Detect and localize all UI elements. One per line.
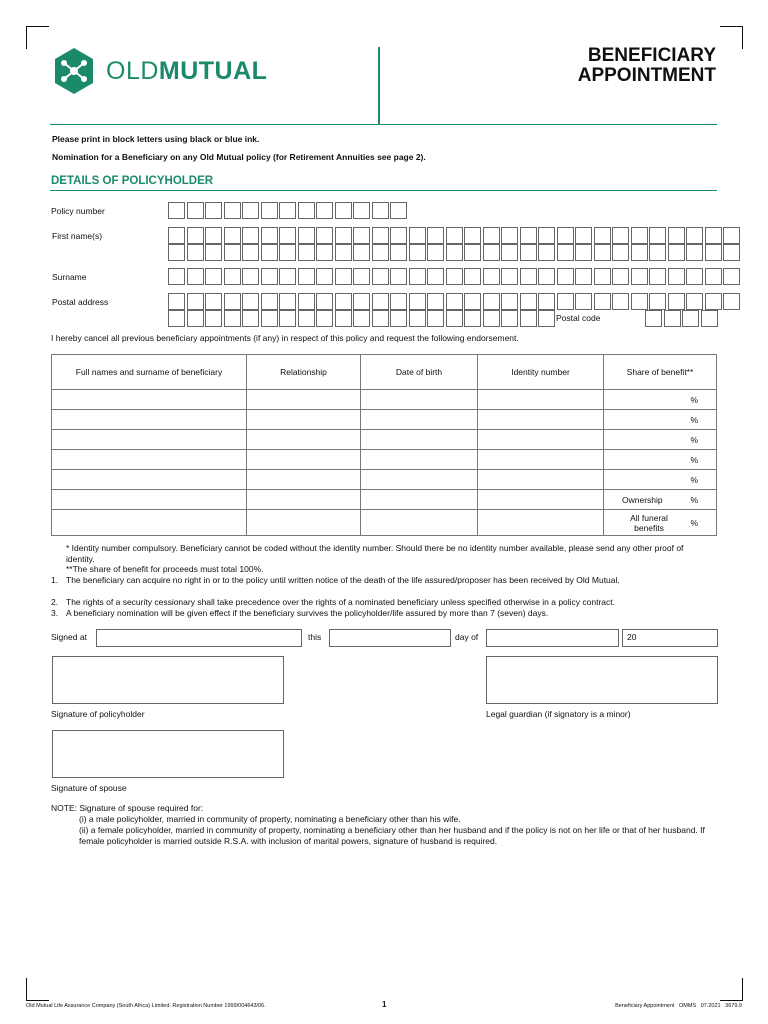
percent-sign: % <box>690 494 698 505</box>
note-1-text: The beneficiary can acquire no right in or to the policy until written notice of the death of the life assured/proposer has been received by Old Mutual. <box>66 575 620 585</box>
share-cell[interactable] <box>604 490 717 510</box>
logo-text-mutual: MUTUAL <box>158 57 268 85</box>
postal-address-input-row-1[interactable] <box>168 293 742 310</box>
header-full-names: Full names and surname of beneficiary <box>52 355 247 390</box>
first-names-input-row-2[interactable] <box>168 244 742 261</box>
cancel-statement: I hereby cancel all previous beneficiary appointments (if any) in respect of this policy and request the following endorsement. <box>51 333 519 343</box>
table-row <box>52 450 717 470</box>
name-cell[interactable] <box>52 410 247 430</box>
logo-text-old: OLD <box>106 57 159 85</box>
share-cell[interactable] <box>604 430 717 450</box>
month-input[interactable] <box>486 629 619 647</box>
spouse-signature-label: Signature of spouse <box>51 783 127 793</box>
share-note: **The share of benefit for proceeds must total 100%. <box>66 564 264 574</box>
funeral-label: All funeral benefits <box>630 512 668 533</box>
dob-cell[interactable] <box>361 410 478 430</box>
page-number: 1 <box>382 1000 387 1009</box>
crop-mark-top-right <box>720 26 743 49</box>
share-cell[interactable] <box>604 510 717 536</box>
signed-at-input[interactable] <box>96 629 302 647</box>
ownership-label: Ownership <box>622 494 663 505</box>
instruction-ink: Please print in block letters using black or blue ink. <box>52 134 260 144</box>
header-share-of-benefit: Share of benefit** <box>604 355 717 390</box>
percent-sign: % <box>690 414 698 425</box>
surname-input[interactable] <box>168 268 742 285</box>
name-cell[interactable] <box>52 490 247 510</box>
table-row <box>52 390 717 410</box>
postal-code-label: Postal code <box>556 313 601 323</box>
id-cell[interactable] <box>478 470 604 490</box>
header-date-of-birth: Date of birth <box>361 355 478 390</box>
id-cell[interactable] <box>478 430 604 450</box>
note-2-number: 2. <box>51 597 59 607</box>
relationship-cell[interactable] <box>247 430 361 450</box>
dob-cell[interactable] <box>361 450 478 470</box>
percent-sign: % <box>690 474 698 485</box>
percent-sign: % <box>690 517 698 528</box>
signed-at-label: Signed at <box>51 632 87 642</box>
note-3-number: 3. <box>51 608 59 618</box>
name-cell[interactable] <box>52 510 247 536</box>
share-cell[interactable] <box>604 470 717 490</box>
first-names-label: First name(s) <box>52 231 103 241</box>
policy-number-label: Policy number <box>51 206 105 216</box>
share-cell[interactable] <box>604 390 717 410</box>
footer-form-ref: Beneficiary Appointment OMMS 07.2021 3679.9 <box>615 1003 742 1009</box>
relationship-cell[interactable] <box>247 390 361 410</box>
relationship-cell[interactable] <box>247 410 361 430</box>
policyholder-signature-box[interactable] <box>52 656 284 704</box>
dob-cell[interactable] <box>361 470 478 490</box>
day-of-label: day of <box>455 632 479 642</box>
logo-wordmark <box>106 57 267 86</box>
surname-label: Surname <box>52 272 87 282</box>
percent-sign: % <box>690 394 698 405</box>
postal-address-label: Postal address <box>52 297 109 307</box>
crop-mark-top-left <box>26 26 49 49</box>
name-cell[interactable] <box>52 430 247 450</box>
beneficiary-table <box>51 354 717 536</box>
percent-sign: % <box>690 434 698 445</box>
title-line-2: APPOINTMENT <box>577 65 716 86</box>
year-input[interactable] <box>622 629 718 647</box>
header-identity-number: Identity number <box>478 355 604 390</box>
dob-cell[interactable] <box>361 430 478 450</box>
name-cell[interactable] <box>52 390 247 410</box>
policy-number-input[interactable] <box>168 202 409 219</box>
relationship-cell[interactable] <box>247 470 361 490</box>
postal-address-input-row-2[interactable] <box>168 310 557 327</box>
this-label: this <box>308 632 322 642</box>
logo <box>50 47 98 100</box>
postal-code-input[interactable] <box>645 310 719 327</box>
relationship-cell[interactable] <box>247 490 361 510</box>
spouse-note-item-1: (i) a male policyholder, married in community of property, nominating a beneficiary other than his wife. <box>79 814 461 824</box>
note-1-number: 1. <box>51 575 59 585</box>
id-cell[interactable] <box>478 390 604 410</box>
note-2-text: The rights of a security cessionary shall take precedence over the rights of a nominated beneficiary unless specified otherwise in a policy contract. <box>66 597 616 607</box>
id-cell[interactable] <box>478 450 604 470</box>
title-line-1: BENEFICIARY <box>587 45 716 66</box>
instruction-nomination: Nomination for a Beneficiary on any Old Mutual policy (for Retirement Annuities see page 2). <box>52 152 426 162</box>
section-rule <box>50 190 717 191</box>
first-names-input-row-1[interactable] <box>168 227 742 244</box>
name-cell[interactable] <box>52 470 247 490</box>
header-divider <box>378 47 380 125</box>
id-cell[interactable] <box>478 510 604 536</box>
dob-cell[interactable] <box>361 390 478 410</box>
guardian-signature-label: Legal guardian (if signatory is a minor) <box>486 709 631 719</box>
table-header-row <box>52 355 717 390</box>
name-cell[interactable] <box>52 450 247 470</box>
share-cell[interactable] <box>604 450 717 470</box>
crop-mark-bottom-left <box>26 978 49 1001</box>
table-row <box>52 430 717 450</box>
relationship-cell[interactable] <box>247 450 361 470</box>
identity-note: * Identity number compulsory. Beneficiary cannot be coded without the identity number. Should there be no identity number available, please send any other proof of identity. <box>66 543 684 564</box>
dob-cell[interactable] <box>361 510 478 536</box>
spouse-signature-box[interactable] <box>52 730 284 778</box>
table-row <box>52 470 717 490</box>
table-row-funeral <box>52 510 717 536</box>
id-cell[interactable] <box>478 410 604 430</box>
day-input[interactable] <box>329 629 451 647</box>
crop-mark-bottom-right <box>720 978 743 1001</box>
percent-sign: % <box>690 454 698 465</box>
spouse-note-title: NOTE: Signature of spouse required for: <box>51 803 204 813</box>
table-row <box>52 410 717 430</box>
old-mutual-emblem-icon <box>50 47 98 95</box>
share-cell[interactable] <box>604 410 717 430</box>
header-relationship: Relationship <box>247 355 361 390</box>
relationship-cell[interactable] <box>247 510 361 536</box>
table-row-ownership <box>52 490 717 510</box>
dob-cell[interactable] <box>361 490 478 510</box>
section-title: DETAILS OF POLICYHOLDER <box>51 175 214 187</box>
year-prefix: 20 <box>627 632 637 642</box>
header-rule <box>50 124 717 125</box>
note-3-text: A beneficiary nomination will be given effect if the beneficiary survives the policyholder/life assured by more than 7 (seven) days. <box>66 608 549 618</box>
page-title <box>578 46 716 86</box>
guardian-signature-box[interactable] <box>486 656 718 704</box>
footer-company: Old Mutual Life Assurance Company (South Africa) Limited. Registration Number 1999/004643/06. <box>26 1003 266 1009</box>
spouse-note-item-2: (ii) a female policyholder, married in community of property, nominating a beneficiary other than her husband and if the policy is not on her life or that of her husband. If female policyholder is married outside R.S.A. with inclusion of marital powers, signature of husband is required. <box>79 825 705 846</box>
policyholder-signature-label: Signature of policyholder <box>51 709 145 719</box>
id-cell[interactable] <box>478 490 604 510</box>
